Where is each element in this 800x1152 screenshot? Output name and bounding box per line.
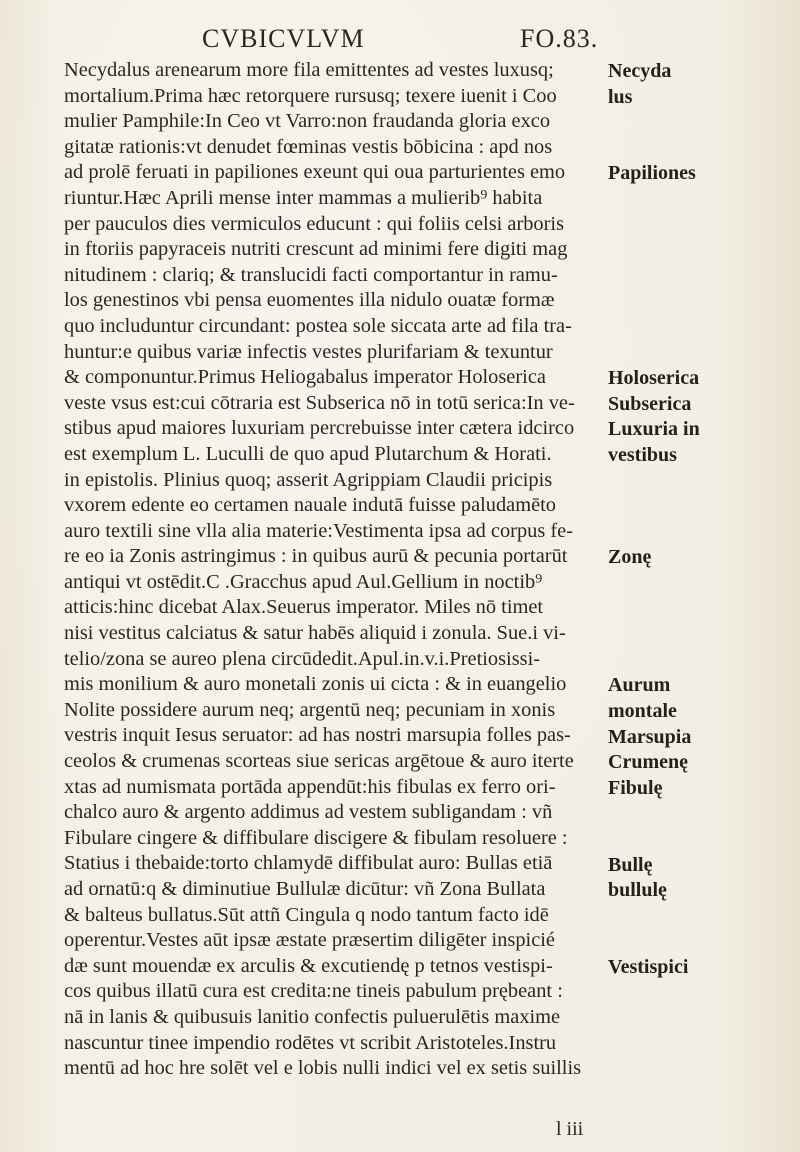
text-line: veste vsus est:cui cōtraria est Subserica nō in totū serica:In ve- xyxy=(64,391,575,414)
text-line: mis monilium & auro monetali zonis ui cicta : & in euangelio xyxy=(64,673,567,696)
text-line: mortalium.Prima hæc retorquere rursusq; texere iuenit i Coo xyxy=(64,84,557,107)
text-line: riuntur.Hæc Aprili mense inter mammas a mulierib⁹ habita xyxy=(64,186,543,209)
text-line: telio/zona se aureo plena circūdedit.Apul.in.v.i.Pretiosissi- xyxy=(64,647,541,670)
text-line: ad ornatū:q & diminutiue Bullulæ dicūtur: vñ Zona Bullata xyxy=(64,878,546,900)
text-line: nisi vestitus calciatus & satur habēs aliquid i zonula. Sue.i vi- xyxy=(64,622,566,645)
text-line: nascuntur tinee impendio rodētes vt scribit Aristoteles.Instru xyxy=(64,1031,557,1054)
main-text-block xyxy=(64,58,624,1082)
text-line: ceolos & crumenas scorteas siue sericas argētoue & auro iterte xyxy=(64,750,574,773)
text-line: chalco auro & argento addimus ad vestem subligandam : vñ xyxy=(64,801,553,824)
text-line: in epistolis. Plinius quoq; asserit Agrippiam Claudii pricipis xyxy=(64,468,553,491)
marginal-note: Bullę xyxy=(608,853,653,876)
signature-mark: l iii xyxy=(556,1118,584,1140)
marginal-note: Luxuria in xyxy=(608,418,700,441)
marginal-note: Marsupia xyxy=(608,725,692,748)
text-line: quo includuntur circundant: postea sole siccata arte ad fila tra- xyxy=(64,314,572,337)
marginal-note: Aurum xyxy=(608,674,671,697)
text-line: in ftoriis papyraceis nutriti crescunt ad minimi fere digiti mag xyxy=(64,238,568,261)
text-line: huntur:e quibus variæ infectis vestes plurifariam & texuntur xyxy=(64,340,553,363)
marginal-note: vestibus xyxy=(608,444,677,466)
marginal-note: bullulę xyxy=(608,879,667,902)
text-line: dæ sunt mouendæ ex arculis & excutiendę p tetnos vestispi- xyxy=(64,954,553,977)
text-line: mentū ad hoc hre solēt vel e lobis nulli indici vel ex setis suillis xyxy=(64,1057,582,1080)
text-line: nitudinem : clariq; & translucidi facti comportantur in ramu- xyxy=(64,263,558,286)
text-line: Nolite possidere aurum neq; argentū neq; pecuniam in xonis xyxy=(64,698,556,721)
marginal-note: Holoserica xyxy=(608,367,700,390)
text-line: nā in lanis & quibusuis lanitio confectis puluerulētis maxime xyxy=(64,1005,561,1028)
marginal-note: Vestispici xyxy=(608,956,689,978)
marginal-note: Necyda xyxy=(608,60,672,82)
text-line: xtas ad numismata portāda appendūt:his fibulas ex ferro ori- xyxy=(64,775,556,798)
page-header xyxy=(0,22,800,56)
folio-number: FO.83. xyxy=(520,24,599,53)
text-line: los genestinos vbi pensa euomentes illa nidulo ouatæ formæ xyxy=(64,289,555,312)
marginal-note: Subserica xyxy=(608,392,692,415)
text-line: est exemplum L. Luculli de quo apud Plutarchum & Horati. xyxy=(64,442,552,465)
marginal-note: Crumenę xyxy=(608,751,688,774)
text-line: ad prolē feruati in papiliones exeunt qui oua parturientes emo xyxy=(64,161,566,184)
text-line: vestris inquit Iesus seruator: ad has nostri marsupia folles pas- xyxy=(64,724,571,747)
text-line: mulier Pamphile:In Ceo vt Varro:non fraudanda gloria exco xyxy=(64,110,551,133)
text-line: vxorem edente eo certamen nauale indutā fuisse paludamēto xyxy=(64,494,557,517)
text-line: gitatæ rationis:vt denudet fœminas vestis bōbicina : apd nos xyxy=(64,135,553,158)
text-line: operentur.Vestes aūt ipsæ æstate præsertim diligēter inspicié xyxy=(64,929,555,952)
text-line: & balteus bullatus.Sūt attñ Cingula q nodo tantum facto idē xyxy=(64,903,549,926)
text-line: per pauculos dies vermiculos educunt : qui foliis celsi arboris xyxy=(64,212,565,235)
running-title: CVBICVLVM xyxy=(202,24,365,53)
marginal-note: Zonę xyxy=(608,546,652,569)
text-line: & componuntur.Primus Heliogabalus imperator Holoserica xyxy=(64,366,546,389)
text-line: re eo ia Zonis astringimus : in quibus aurū & pecunia portarūt xyxy=(64,545,568,568)
text-line: Statius i thebaide:torto chlamydē diffibulat auro: Bullas etiā xyxy=(64,852,553,875)
marginal-note: montale xyxy=(608,700,677,722)
text-line: stibus apud maiores luxuriam percrebuisse inter cætera idcirco xyxy=(64,417,575,440)
text-line: antiqui vt ostēdit.C .Gracchus apud Aul.Gellium in noctib⁹ xyxy=(64,570,543,593)
text-line: cos quibus illatū cura est credita:ne tineis pabulum prębeant : xyxy=(64,980,563,1003)
text-line: atticis:hinc dicebat Alax.Seuerus imperator. Miles nō timet xyxy=(64,596,544,619)
text-line: Necydalus arenearum more fila emittentes ad vestes luxusq; xyxy=(64,59,554,81)
text-line: Fibulare cingere & diffibulare discigere & fibulam resoluere : xyxy=(64,826,568,849)
marginal-note: Papiliones xyxy=(608,162,696,185)
marginal-note: Fibulę xyxy=(608,776,663,799)
text-line: auro textili sine vlla alia materie:Vestimenta ipsa ad corpus fe- xyxy=(64,519,574,542)
marginal-note: lus xyxy=(608,85,633,108)
